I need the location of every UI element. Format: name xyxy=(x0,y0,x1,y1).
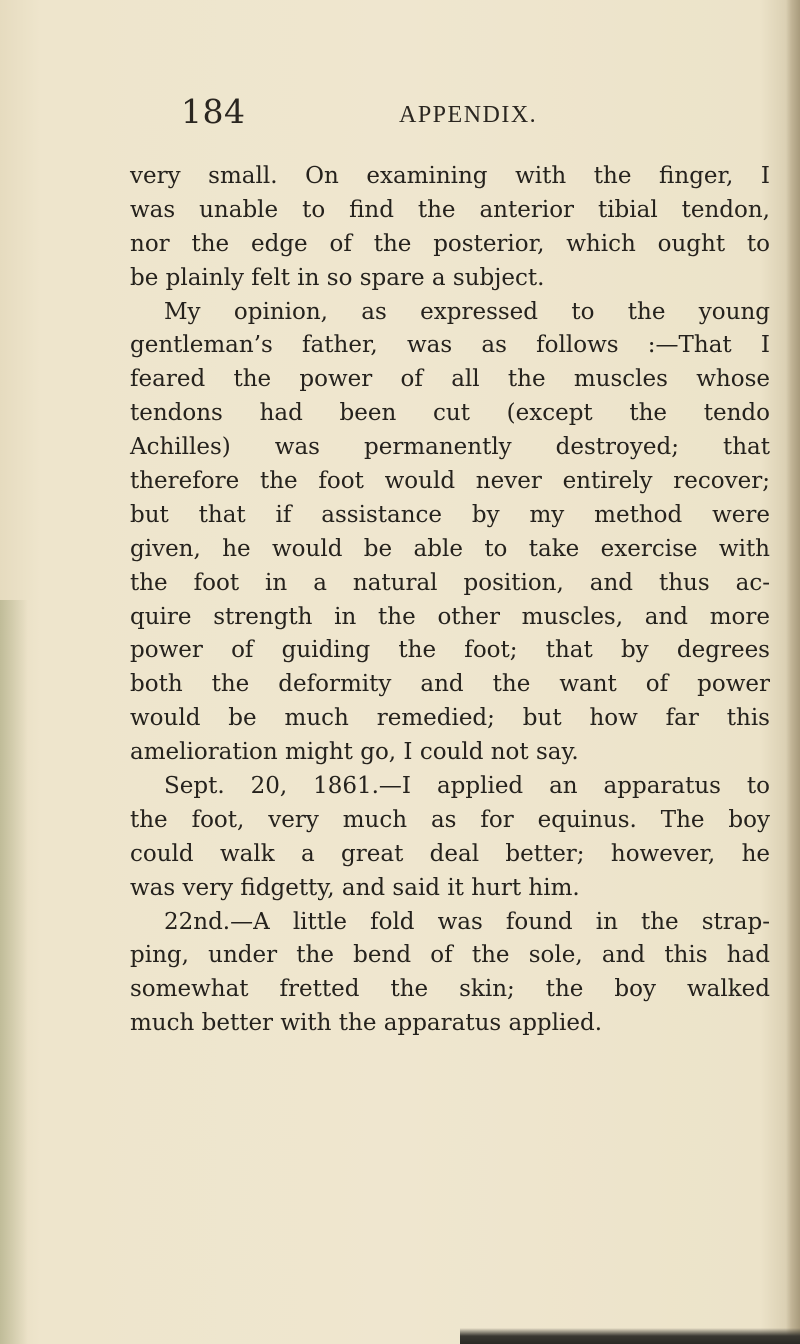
running-head: APPENDIX. xyxy=(399,102,538,128)
page-number: 184 xyxy=(181,92,246,131)
text-line: feared the power of all the muscles whose xyxy=(130,366,770,393)
text-line: My opinion, as expressed to the young xyxy=(164,298,770,325)
page-header xyxy=(0,84,800,144)
text-line: the foot in a natural position, and thus ac- xyxy=(130,569,770,596)
text-line: Achilles) was permanently destroyed; that xyxy=(130,434,770,461)
text-line: was very fidgetty, and said it hurt him. xyxy=(130,874,580,901)
text-line: therefore the foot would never entirely recover; xyxy=(130,468,770,495)
body-text xyxy=(130,160,770,1041)
text-line: could walk a great deal better; however, he xyxy=(130,840,770,867)
text-line: the foot, very much as for equinus. The boy xyxy=(130,806,770,833)
text-line: be plainly felt in so spare a subject. xyxy=(130,264,545,291)
text-line: both the deformity and the want of power xyxy=(130,671,770,698)
binding-shadow xyxy=(0,600,28,1344)
text-line: somewhat fretted the skin; the boy walked xyxy=(130,976,770,1003)
text-line: was unable to find the anterior tibial tendon, xyxy=(130,196,770,223)
text-line: gentleman’s father, was as follows :—That I xyxy=(130,332,770,359)
text-line: ping, under the bend of the sole, and this had xyxy=(130,942,770,969)
text-line: would be much remedied; but how far this xyxy=(130,705,770,732)
text-line: 22nd.—A little fold was found in the strap- xyxy=(164,908,770,935)
text-line: nor the edge of the posterior, which ought to xyxy=(130,230,770,257)
text-line: Sept. 20, 1861.—I applied an apparatus to xyxy=(164,773,770,800)
text-line: much better with the apparatus applied. xyxy=(130,1010,603,1037)
text-line: amelioration might go, I could not say. xyxy=(130,739,579,766)
text-line: power of guiding the foot; that by degrees xyxy=(130,637,770,664)
text-line: quire strength in the other muscles, and more xyxy=(130,603,770,630)
text-line: very small. On examining with the finger, I xyxy=(130,163,770,189)
text-line: given, he would be able to take exercise with xyxy=(130,535,770,562)
text-line: tendons had been cut (except the tendo xyxy=(130,400,770,427)
page-edge xyxy=(786,0,800,1344)
text-line: but that if assistance by my method were xyxy=(130,501,770,528)
page-bottom-edge xyxy=(460,1328,800,1344)
